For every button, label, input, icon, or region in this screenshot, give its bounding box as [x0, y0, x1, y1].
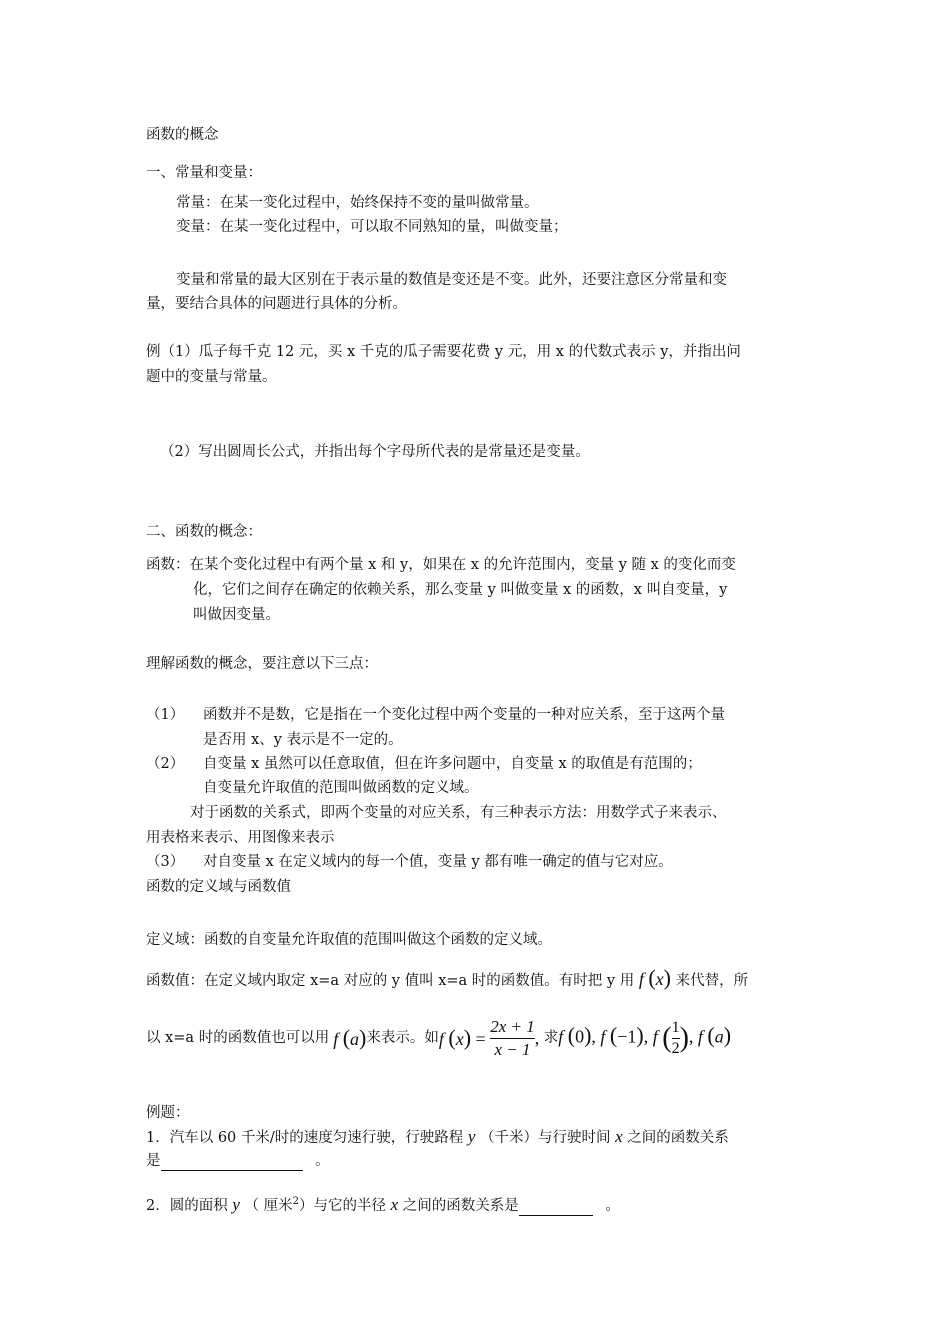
function-definition-line-3: 叫做因变量。 [193, 607, 280, 623]
question-2-text-b: （ 厘米 [244, 1197, 293, 1214]
f-of-a-formula: f (a) [333, 1024, 367, 1050]
question-2-period: 。 [605, 1197, 620, 1214]
point-2-number: （2） [146, 756, 185, 772]
question-1-text-c: 之间的函数关系 [627, 1130, 729, 1146]
variable-y: y [232, 1194, 240, 1214]
requested-values-formula: f (0), f (−1), f ( $\frac{1}{2}$ ), f (a) [558, 1018, 732, 1057]
question-1-answer-blank[interactable] [161, 1154, 303, 1171]
point-1-line-2: 是否用 x、y 表示是不一定的。 [203, 732, 403, 748]
square-superscript: 2 [292, 1196, 299, 1207]
understanding-heading: 理解函数的概念，要注意以下三点： [146, 656, 378, 672]
question-2-text-d: 之间的函数关系是 [402, 1197, 519, 1214]
variable-definition: 变量：在某一变化过程中，可以取不同熟知的量，叫做变量； [176, 219, 568, 235]
examples-heading: 例题： [146, 1105, 190, 1121]
function-value-text-a: 函数值：在定义域内取定 x=a 对应的 y 值叫 x=a 时的函数值。有时把 y 用 [146, 973, 635, 989]
f-of-x-formula: f (x) [638, 965, 671, 990]
point-2-line-1: 自变量 x 虽然可以任意取值，但在许多问题中，自变量 x 的取值是有范围的； [203, 756, 702, 772]
example-function-formula: f (x) = [438, 1024, 491, 1050]
function-definition-line-2: 化，它们之间存在确定的依赖关系，那么变量 y 叫做变量 x 的函数，x 叫自变量，y [193, 582, 728, 598]
function-value-line-1 [146, 963, 748, 996]
question-2-line [146, 1192, 620, 1216]
point-2-line-4: 用表格来表示、用图像来表示 [146, 830, 335, 846]
question-2-answer-blank[interactable] [519, 1199, 593, 1216]
point-2-line-2: 自变量允许取值的范围叫做函数的定义域。 [203, 780, 479, 796]
function-value-text-d: 来表示。如 [366, 1030, 439, 1046]
page-title: 函数的概念 [146, 127, 219, 143]
example-2: （2）写出圆周长公式，并指出每个字母所代表的是常量还是变量。 [160, 444, 590, 460]
variable-y: y [467, 1127, 476, 1146]
question-1-line-1 [146, 1127, 729, 1148]
function-definition-line-1: 函数：在某个变化过程中有两个量 x 和 y，如果在 x 的允许范围内，变量 y 随 x 的变化而变 [146, 557, 736, 573]
question-1-line-2 [146, 1151, 330, 1171]
function-value-text-e: 求 [543, 1030, 559, 1046]
function-value-line-2: 以 x=a 时的函数值也可以用 f (a) 来表示。如 f (x) = $\frac{2x + 1}{x - 1}$ , 求 f (0), f (−1), f ( $\frac{1}{2}$ ), f (a) [146, 1016, 732, 1059]
note-line-2: 量，要结合具体的问题进行具体的分析。 [146, 296, 407, 312]
section-2-heading: 二、函数的概念： [146, 524, 262, 540]
example-fraction [490, 1016, 535, 1061]
point-1-line-1: 函数并不是数，它是指在一个变化过程中两个变量的一种对应关系，至于这两个量 [203, 707, 725, 723]
point-3-number: （3） [146, 854, 185, 870]
question-1-text-b: （千米）与行驶时间 [480, 1130, 611, 1146]
question-2-text-a: 2．圆的面积 [146, 1197, 228, 1214]
point-1-number: （1） [146, 707, 185, 723]
question-2-text-c: ）与它的半径 [298, 1197, 386, 1214]
example-1-line-1: 例（1）瓜子每千克 12 元，买 x 千克的瓜子需要花费 y 元，用 x 的代数式表示 y，并指出问 [146, 344, 741, 360]
function-value-text-c: 以 x=a 时的函数值也可以用 [146, 1030, 330, 1046]
note-line-1: 变量和常量的最大区别在于表示量的数值是变还是不变。此外，还要注意区分常量和变 [176, 272, 727, 288]
domain-definition: 定义域：函数的自变量允许取值的范围叫做这个函数的定义域。 [146, 932, 552, 948]
section-1-heading: 一、常量和变量： [146, 165, 262, 181]
constant-definition: 常量：在某一变化过程中，始终保持不变的量叫做常量。 [176, 195, 539, 211]
function-value-text-b: 来代替，所 [675, 973, 749, 989]
point-3-line-1: 对自变量 x 在定义域内的每一个值，变量 y 都有唯一确定的值与它对应。 [203, 854, 673, 870]
fraction-numerator: 2x + 1 [490, 1016, 535, 1036]
question-1-text-d: 是 [146, 1153, 161, 1169]
question-1-text-a: 1．汽车以 60 千米/时的速度匀速行驶，行驶路程 [146, 1130, 464, 1146]
question-1-period: 。 [315, 1153, 330, 1169]
variable-x: x [390, 1194, 399, 1214]
fraction-denominator: x − 1 [494, 1039, 531, 1059]
point-2-line-3: 对于函数的关系式，即两个变量的对应关系，有三种表示方法：用数学式子来表示、 [190, 805, 727, 821]
variable-x: x [615, 1127, 623, 1146]
domain-heading: 函数的定义域与函数值 [146, 879, 291, 895]
example-1-line-2: 题中的变量与常量。 [146, 369, 277, 385]
